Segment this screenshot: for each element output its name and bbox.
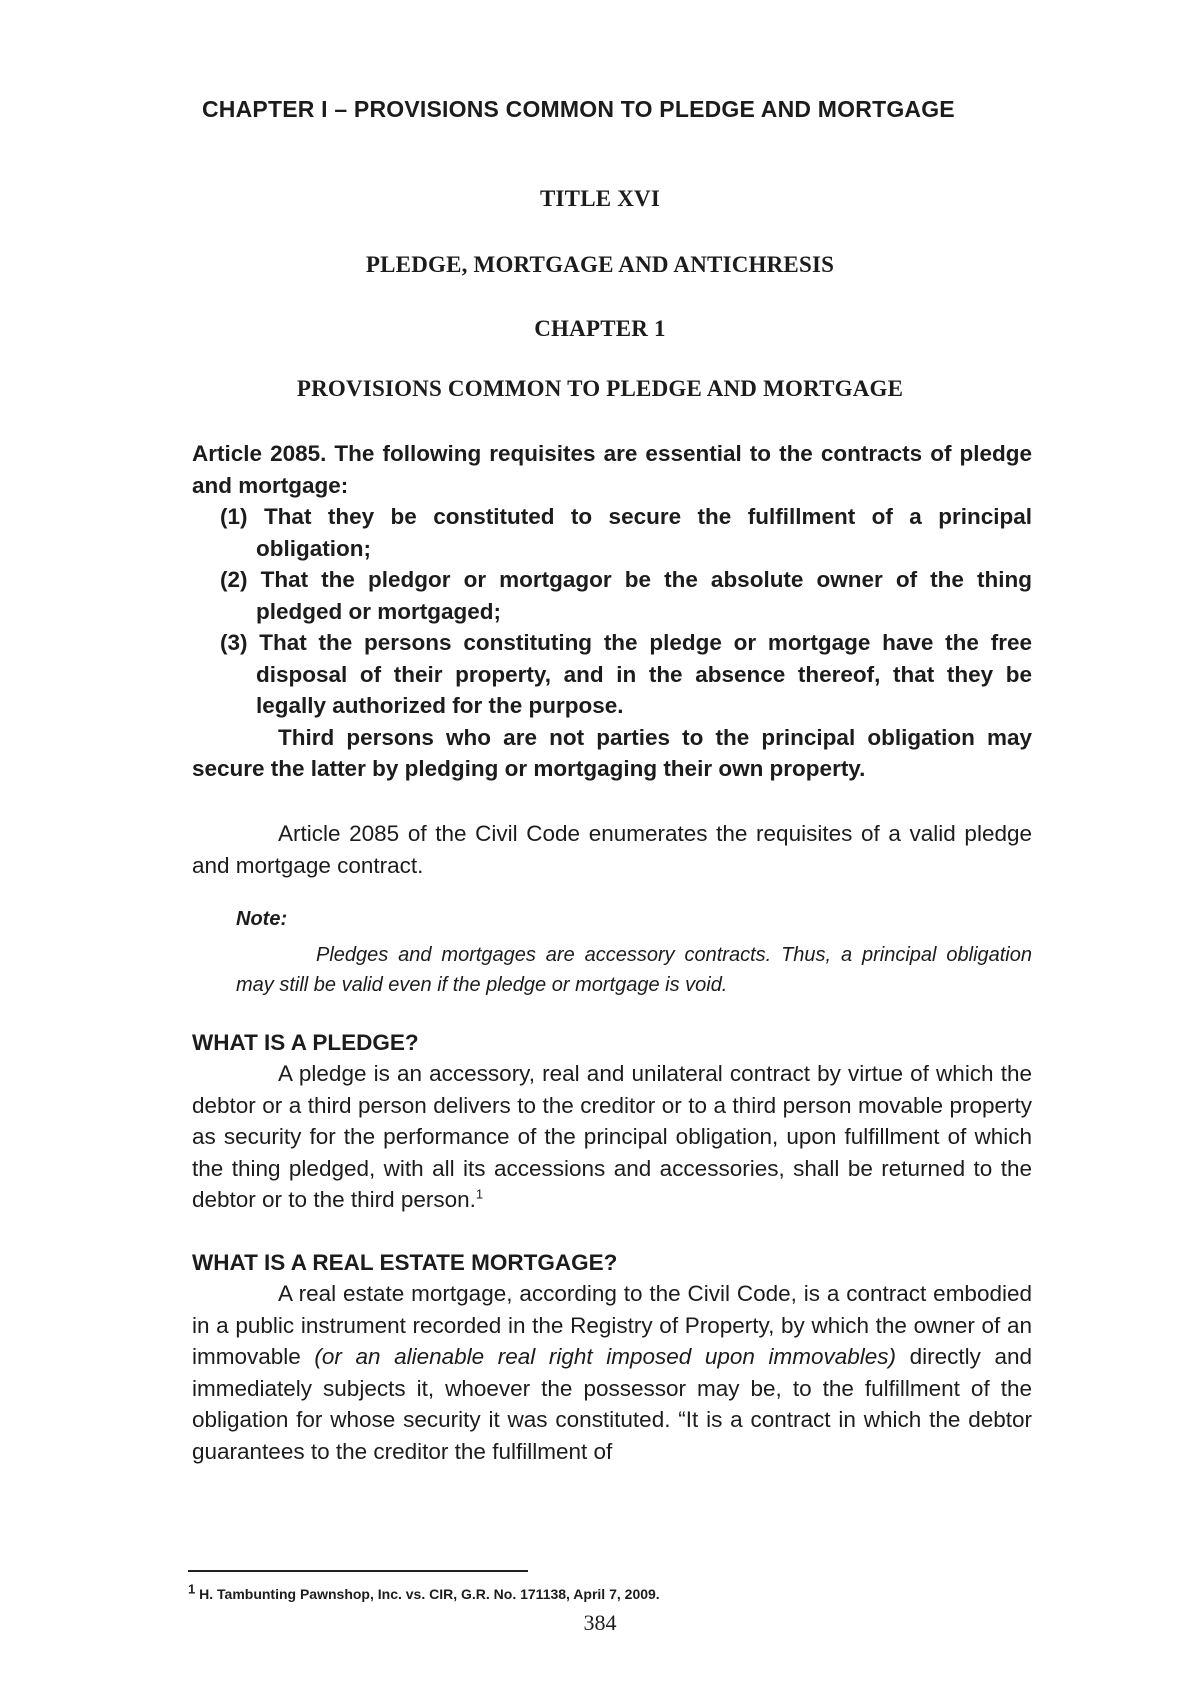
article-item-text: That they be constituted to secure the fulfillment of a principal obligation; [256,504,1032,561]
article-item-number: (1) [220,504,248,529]
article-item-number: (3) [220,630,248,655]
article-item-3 [192,627,1032,722]
footnote-reference: 1 [475,1186,484,1202]
article-intro: Article 2085. The following requisites are essential to the contracts of pledge and mortgage: [192,441,1032,498]
mortgage-text-italic: (or an alienable real right imposed upon immovables) [314,1344,896,1369]
footnote [188,1581,660,1602]
title-heading: TITLE XVI [539,186,661,211]
footnote-divider [188,1570,528,1572]
chapter-title: PROVISIONS COMMON TO PLEDGE AND MORTGAGE [296,376,904,401]
article-closing: Third persons who are not parties to the principal obligation may secure the latter by pledging or mortgaging their own property. [192,724,1032,781]
pledge-text: A pledge is an accessory, real and unilateral contract by virtue of which the debtor or a third person delivers to the creditor or to a third person movable property as security for the performance of the principal obligation, upon fulfillment of which the thing pledged, with all its accessions and accessories, shall be returned to the debtor or to the third person. [192,1061,1032,1212]
mortgage-heading: WHAT IS A REAL ESTATE MORTGAGE? [192,1250,618,1275]
mortgage-text-after: directly and immediately subjects it, whoever the possessor may be, to the fulfillment of the obligation for whose security it was constituted. “It is a contract in which the debtor guarantees to the creditor the fulfillment of [192,1344,1032,1464]
subtitle-heading: PLEDGE, MORTGAGE AND ANTICHRESIS [365,252,835,277]
article-item-text: That the pledgor or mortgagor be the absolute owner of the thing pledged or mortgaged; [256,567,1032,624]
page-number: 384 [583,1610,617,1635]
footnote-text: H. Tambunting Pawnshop, Inc. vs. CIR, G.R. No. 171138, April 7, 2009. [199,1586,660,1602]
pledge-heading: WHAT IS A PLEDGE? [192,1030,419,1055]
article-item-1 [192,501,1032,564]
chapter-heading: CHAPTER 1 [534,316,666,341]
note-text: Pledges and mortgages are accessory contracts. Thus, a principal obligation may still be valid even if the pledge or mortgage is void. [236,944,1032,996]
article-item-2 [192,564,1032,627]
article-2085 [192,438,1032,785]
mortgage-definition [192,1278,1032,1467]
article-commentary: Article 2085 of the Civil Code enumerates the requisites of a valid pledge and mortgage contract. [192,821,1032,878]
article-item-text: That the persons constituting the pledge or mortgage have the free disposal of their property, and in the absence thereof, that they be legally authorized for the purpose. [256,630,1032,718]
running-header: CHAPTER I – PROVISIONS COMMON TO PLEDGE AND MORTGAGE [202,96,955,122]
article-item-number: (2) [220,567,248,592]
pledge-definition [192,1058,1032,1216]
mortgage-text-before: A real estate mortgage, according to the Civil Code, is a contract embodied in a public instrument recorded in the Registry of Property, by which the owner of an immovable [192,1281,1032,1369]
footnote-marker: 1 [188,1581,196,1597]
note-label: Note: [236,908,288,930]
